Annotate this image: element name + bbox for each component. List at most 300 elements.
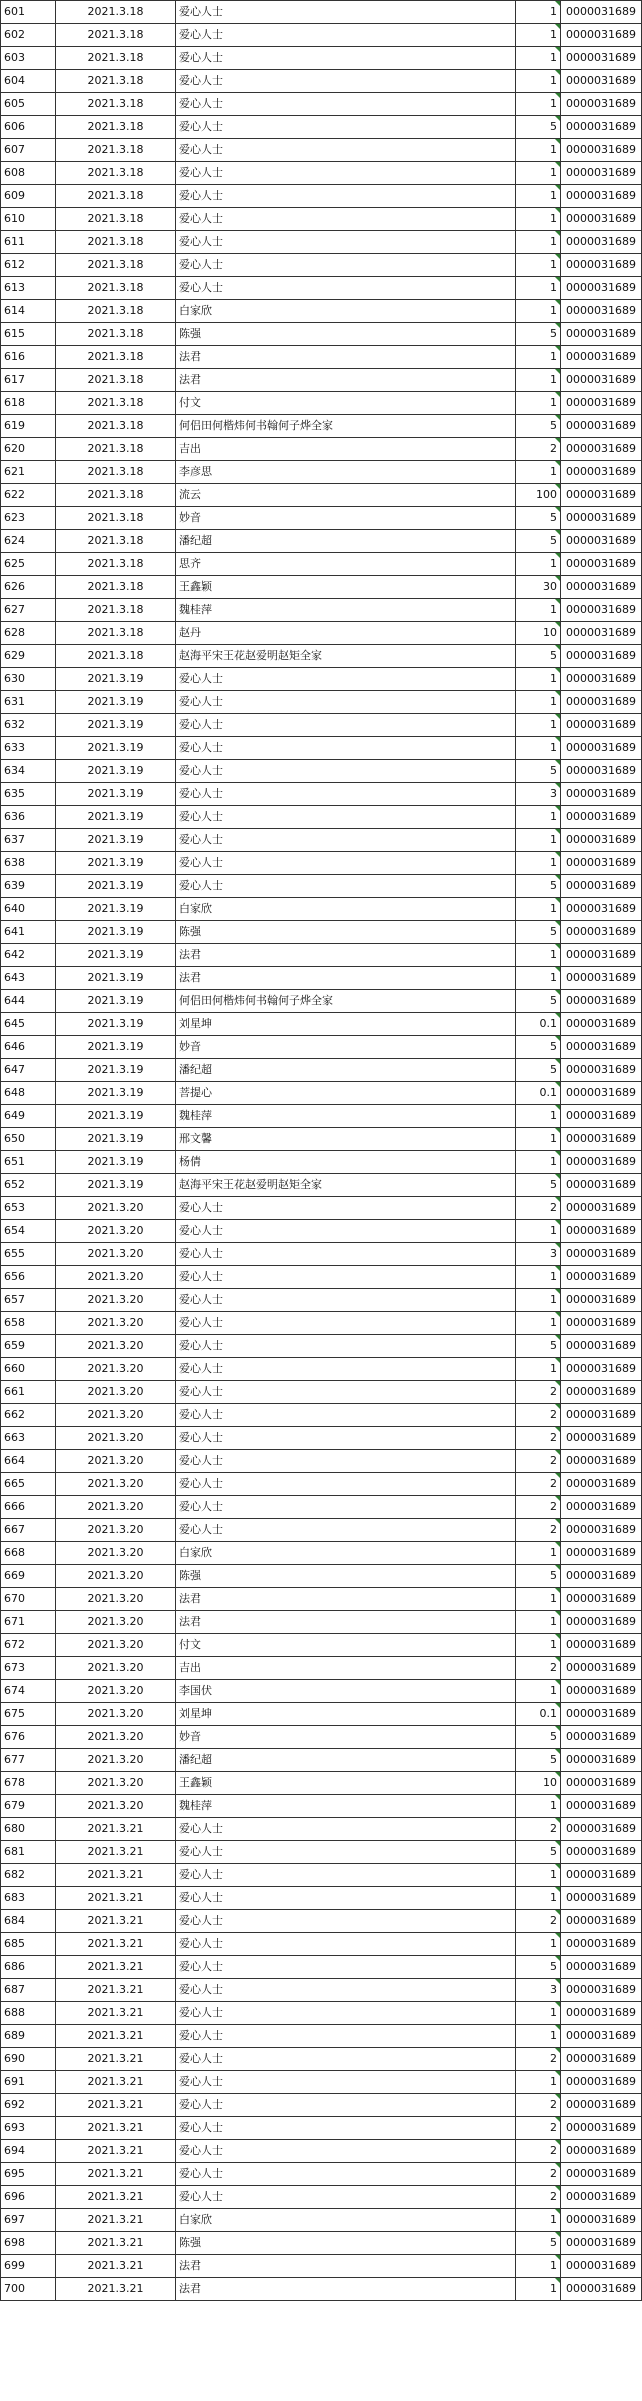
account-number: 0000031689 (561, 829, 642, 852)
donation-date: 2021.3.19 (56, 875, 176, 898)
donation-amount: 1 (516, 1289, 561, 1312)
donation-amount: 1 (516, 461, 561, 484)
account-number: 0000031689 (561, 1404, 642, 1427)
donor-name: 陈强 (176, 2232, 516, 2255)
donor-name: 妙音 (176, 1726, 516, 1749)
donor-name: 爱心人士 (176, 1427, 516, 1450)
table-row (1, 990, 642, 1013)
donation-amount: 1 (516, 93, 561, 116)
row-number: 677 (1, 1749, 56, 1772)
donor-name: 爱心人士 (176, 1197, 516, 1220)
donation-date: 2021.3.20 (56, 1335, 176, 1358)
donation-date: 2021.3.18 (56, 507, 176, 530)
account-number: 0000031689 (561, 2255, 642, 2278)
donation-amount: 5 (516, 1565, 561, 1588)
account-number: 0000031689 (561, 2140, 642, 2163)
donation-amount: 1 (516, 208, 561, 231)
donation-amount: 2 (516, 1818, 561, 1841)
row-number: 683 (1, 1887, 56, 1910)
donation-date: 2021.3.20 (56, 1795, 176, 1818)
table-row (1, 967, 642, 990)
account-number: 0000031689 (561, 1013, 642, 1036)
donation-amount: 1 (516, 392, 561, 415)
donation-amount: 2 (516, 1657, 561, 1680)
table-row (1, 1174, 642, 1197)
account-number: 0000031689 (561, 1749, 642, 1772)
donor-name: 爱心人士 (176, 1933, 516, 1956)
table-row (1, 300, 642, 323)
donation-date: 2021.3.18 (56, 254, 176, 277)
donor-name: 李彦思 (176, 461, 516, 484)
row-number: 624 (1, 530, 56, 553)
donation-date: 2021.3.20 (56, 1680, 176, 1703)
donor-name: 赵海平宋王花赵爱明赵矩全家 (176, 1174, 516, 1197)
donor-name: 爱心人士 (176, 1864, 516, 1887)
table-row (1, 2094, 642, 2117)
table-row (1, 1289, 642, 1312)
donor-name: 爱心人士 (176, 254, 516, 277)
row-number: 609 (1, 185, 56, 208)
table-row (1, 2255, 642, 2278)
donation-date: 2021.3.18 (56, 277, 176, 300)
row-number: 611 (1, 231, 56, 254)
donation-amount: 0.1 (516, 1703, 561, 1726)
table-row (1, 1703, 642, 1726)
donation-amount: 1 (516, 2002, 561, 2025)
donor-name: 爱心人士 (176, 852, 516, 875)
table-row (1, 1841, 642, 1864)
row-number: 649 (1, 1105, 56, 1128)
donation-amount: 1 (516, 599, 561, 622)
donor-name: 白家欣 (176, 898, 516, 921)
donor-name: 法君 (176, 1588, 516, 1611)
account-number: 0000031689 (561, 1243, 642, 1266)
row-number: 674 (1, 1680, 56, 1703)
row-number: 696 (1, 2186, 56, 2209)
donor-name: 爱心人士 (176, 208, 516, 231)
donation-date: 2021.3.21 (56, 1887, 176, 1910)
donation-amount: 2 (516, 438, 561, 461)
donor-name: 爱心人士 (176, 1358, 516, 1381)
account-number: 0000031689 (561, 760, 642, 783)
table-row (1, 1427, 642, 1450)
donor-name: 爱心人士 (176, 2163, 516, 2186)
table-row (1, 231, 642, 254)
table-row (1, 507, 642, 530)
account-number: 0000031689 (561, 1105, 642, 1128)
account-number: 0000031689 (561, 622, 642, 645)
row-number: 694 (1, 2140, 56, 2163)
account-number: 0000031689 (561, 1542, 642, 1565)
donor-name: 爱心人士 (176, 162, 516, 185)
donor-name: 吉出 (176, 1657, 516, 1680)
donor-name: 爱心人士 (176, 1220, 516, 1243)
donation-date: 2021.3.18 (56, 47, 176, 70)
row-number: 642 (1, 944, 56, 967)
donation-date: 2021.3.21 (56, 2278, 176, 2301)
row-number: 627 (1, 599, 56, 622)
account-number: 0000031689 (561, 1335, 642, 1358)
table-row (1, 2048, 642, 2071)
account-number: 0000031689 (561, 1519, 642, 1542)
donation-amount: 1 (516, 1887, 561, 1910)
account-number: 0000031689 (561, 70, 642, 93)
donor-name: 爱心人士 (176, 2025, 516, 2048)
row-number: 668 (1, 1542, 56, 1565)
table-row (1, 24, 642, 47)
donation-amount: 1 (516, 1611, 561, 1634)
donation-amount: 2 (516, 1519, 561, 1542)
table-row (1, 1082, 642, 1105)
donor-name: 爱心人士 (176, 1450, 516, 1473)
table-row (1, 1473, 642, 1496)
donation-amount: 1 (516, 1220, 561, 1243)
donor-name: 李国伏 (176, 1680, 516, 1703)
account-number: 0000031689 (561, 231, 642, 254)
table-row (1, 139, 642, 162)
row-number: 667 (1, 1519, 56, 1542)
row-number: 690 (1, 2048, 56, 2071)
account-number: 0000031689 (561, 1312, 642, 1335)
donation-amount: 2 (516, 2094, 561, 2117)
donation-amount: 2 (516, 1496, 561, 1519)
table-row (1, 875, 642, 898)
account-number: 0000031689 (561, 599, 642, 622)
account-number: 0000031689 (561, 2163, 642, 2186)
donation-amount: 100 (516, 484, 561, 507)
account-number: 0000031689 (561, 24, 642, 47)
account-number: 0000031689 (561, 2025, 642, 2048)
donation-date: 2021.3.20 (56, 1496, 176, 1519)
row-number: 631 (1, 691, 56, 714)
donation-amount: 3 (516, 1979, 561, 2002)
donor-name: 爱心人士 (176, 1289, 516, 1312)
donation-date: 2021.3.20 (56, 1197, 176, 1220)
row-number: 658 (1, 1312, 56, 1335)
table-row (1, 2209, 642, 2232)
row-number: 633 (1, 737, 56, 760)
row-number: 651 (1, 1151, 56, 1174)
row-number: 646 (1, 1036, 56, 1059)
donation-date: 2021.3.18 (56, 553, 176, 576)
row-number: 635 (1, 783, 56, 806)
table-row (1, 1887, 642, 1910)
donor-name: 白家欣 (176, 2209, 516, 2232)
row-number: 692 (1, 2094, 56, 2117)
table-row (1, 1565, 642, 1588)
donation-amount: 1 (516, 944, 561, 967)
donor-name: 何侣田何楷炜何书翰何子烨全家 (176, 990, 516, 1013)
account-number: 0000031689 (561, 1657, 642, 1680)
account-number: 0000031689 (561, 2117, 642, 2140)
row-number: 686 (1, 1956, 56, 1979)
donation-date: 2021.3.20 (56, 1657, 176, 1680)
row-number: 669 (1, 1565, 56, 1588)
table-row (1, 208, 642, 231)
donation-date: 2021.3.18 (56, 599, 176, 622)
row-number: 678 (1, 1772, 56, 1795)
donation-date: 2021.3.20 (56, 1289, 176, 1312)
donation-amount: 3 (516, 1243, 561, 1266)
row-number: 614 (1, 300, 56, 323)
donation-date: 2021.3.19 (56, 1036, 176, 1059)
table-row (1, 714, 642, 737)
account-number: 0000031689 (561, 875, 642, 898)
donor-name: 菩提心 (176, 1082, 516, 1105)
donation-amount: 1 (516, 185, 561, 208)
row-number: 697 (1, 2209, 56, 2232)
account-number: 0000031689 (561, 392, 642, 415)
donation-date: 2021.3.20 (56, 1726, 176, 1749)
account-number: 0000031689 (561, 208, 642, 231)
donation-date: 2021.3.21 (56, 1956, 176, 1979)
row-number: 660 (1, 1358, 56, 1381)
donation-date: 2021.3.19 (56, 668, 176, 691)
donation-amount: 1 (516, 1128, 561, 1151)
donation-date: 2021.3.18 (56, 116, 176, 139)
donation-date: 2021.3.18 (56, 231, 176, 254)
donation-amount: 10 (516, 622, 561, 645)
donation-date: 2021.3.18 (56, 392, 176, 415)
row-number: 659 (1, 1335, 56, 1358)
table-row (1, 1105, 642, 1128)
account-number: 0000031689 (561, 553, 642, 576)
table-row (1, 829, 642, 852)
row-number: 618 (1, 392, 56, 415)
account-number: 0000031689 (561, 484, 642, 507)
donation-amount: 1 (516, 2209, 561, 2232)
account-number: 0000031689 (561, 1082, 642, 1105)
account-number: 0000031689 (561, 47, 642, 70)
donor-name: 魏桂萍 (176, 1795, 516, 1818)
account-number: 0000031689 (561, 1634, 642, 1657)
table-row (1, 1519, 642, 1542)
account-number: 0000031689 (561, 300, 642, 323)
donation-date: 2021.3.20 (56, 1473, 176, 1496)
donation-date: 2021.3.18 (56, 576, 176, 599)
row-number: 688 (1, 2002, 56, 2025)
donor-name: 法君 (176, 944, 516, 967)
donation-date: 2021.3.20 (56, 1427, 176, 1450)
donation-date: 2021.3.19 (56, 1059, 176, 1082)
donation-date: 2021.3.20 (56, 1266, 176, 1289)
donation-date: 2021.3.20 (56, 1243, 176, 1266)
donation-date: 2021.3.18 (56, 24, 176, 47)
donation-amount: 2 (516, 1197, 561, 1220)
account-number: 0000031689 (561, 93, 642, 116)
donation-date: 2021.3.18 (56, 645, 176, 668)
table-row (1, 47, 642, 70)
row-number: 605 (1, 93, 56, 116)
donor-name: 爱心人士 (176, 714, 516, 737)
row-number: 636 (1, 806, 56, 829)
table-row (1, 1243, 642, 1266)
donation-date: 2021.3.21 (56, 1864, 176, 1887)
row-number: 657 (1, 1289, 56, 1312)
donation-date: 2021.3.18 (56, 300, 176, 323)
donation-amount: 1 (516, 24, 561, 47)
row-number: 662 (1, 1404, 56, 1427)
donation-amount: 1 (516, 162, 561, 185)
row-number: 648 (1, 1082, 56, 1105)
donation-date: 2021.3.19 (56, 829, 176, 852)
account-number: 0000031689 (561, 1358, 642, 1381)
table-row (1, 668, 642, 691)
donor-name: 爱心人士 (176, 1312, 516, 1335)
row-number: 619 (1, 415, 56, 438)
donor-name: 潘纪超 (176, 1749, 516, 1772)
table-row (1, 760, 642, 783)
table-row (1, 93, 642, 116)
donation-date: 2021.3.20 (56, 1749, 176, 1772)
donor-name: 流云 (176, 484, 516, 507)
donor-name: 法君 (176, 369, 516, 392)
donation-amount: 1 (516, 254, 561, 277)
account-number: 0000031689 (561, 852, 642, 875)
donor-name: 爱心人士 (176, 806, 516, 829)
donation-amount: 1 (516, 1634, 561, 1657)
account-number: 0000031689 (561, 2278, 642, 2301)
donor-name: 法君 (176, 2278, 516, 2301)
donor-name: 白家欣 (176, 1542, 516, 1565)
donation-date: 2021.3.21 (56, 1818, 176, 1841)
donation-date: 2021.3.18 (56, 461, 176, 484)
row-number: 698 (1, 2232, 56, 2255)
donation-amount: 1 (516, 300, 561, 323)
table-row (1, 737, 642, 760)
donation-date: 2021.3.18 (56, 1, 176, 24)
account-number: 0000031689 (561, 139, 642, 162)
table-row (1, 599, 642, 622)
donor-name: 魏桂萍 (176, 599, 516, 622)
table-row (1, 1542, 642, 1565)
donation-date: 2021.3.18 (56, 438, 176, 461)
row-number: 675 (1, 1703, 56, 1726)
donation-date: 2021.3.21 (56, 2255, 176, 2278)
row-number: 643 (1, 967, 56, 990)
donation-amount: 1 (516, 967, 561, 990)
account-number: 0000031689 (561, 1220, 642, 1243)
account-number: 0000031689 (561, 2232, 642, 2255)
row-number: 680 (1, 1818, 56, 1841)
table-row (1, 783, 642, 806)
row-number: 623 (1, 507, 56, 530)
donor-name: 爱心人士 (176, 1473, 516, 1496)
donor-name: 法君 (176, 1611, 516, 1634)
donation-amount: 1 (516, 1358, 561, 1381)
table-row (1, 1634, 642, 1657)
table-row (1, 254, 642, 277)
row-number: 622 (1, 484, 56, 507)
account-number: 0000031689 (561, 1266, 642, 1289)
account-number: 0000031689 (561, 1128, 642, 1151)
donor-name: 杨倩 (176, 1151, 516, 1174)
donor-name: 爱心人士 (176, 1956, 516, 1979)
donation-date: 2021.3.18 (56, 70, 176, 93)
donation-date: 2021.3.18 (56, 162, 176, 185)
donation-amount: 5 (516, 116, 561, 139)
row-number: 663 (1, 1427, 56, 1450)
donation-date: 2021.3.18 (56, 484, 176, 507)
row-number: 603 (1, 47, 56, 70)
row-number: 613 (1, 277, 56, 300)
donor-name: 爱心人士 (176, 47, 516, 70)
donor-name: 爱心人士 (176, 2071, 516, 2094)
table-row (1, 162, 642, 185)
account-number: 0000031689 (561, 1611, 642, 1634)
donation-amount: 5 (516, 415, 561, 438)
row-number: 601 (1, 1, 56, 24)
account-number: 0000031689 (561, 2094, 642, 2117)
donor-name: 陈强 (176, 921, 516, 944)
donor-name: 爱心人士 (176, 2048, 516, 2071)
donation-amount: 1 (516, 691, 561, 714)
donor-name: 爱心人士 (176, 1266, 516, 1289)
donation-amount: 5 (516, 921, 561, 944)
donation-date: 2021.3.21 (56, 1910, 176, 1933)
row-number: 612 (1, 254, 56, 277)
donor-name: 刘星坤 (176, 1703, 516, 1726)
donor-name: 爱心人士 (176, 691, 516, 714)
account-number: 0000031689 (561, 1841, 642, 1864)
donation-amount: 2 (516, 2048, 561, 2071)
account-number: 0000031689 (561, 1151, 642, 1174)
donor-name: 爱心人士 (176, 1496, 516, 1519)
row-number: 630 (1, 668, 56, 691)
table-row (1, 553, 642, 576)
table-row (1, 2117, 642, 2140)
row-number: 687 (1, 1979, 56, 2002)
account-number: 0000031689 (561, 1680, 642, 1703)
account-number: 0000031689 (561, 990, 642, 1013)
table-row (1, 1795, 642, 1818)
donor-name: 魏桂萍 (176, 1105, 516, 1128)
account-number: 0000031689 (561, 576, 642, 599)
table-row (1, 1933, 642, 1956)
donation-date: 2021.3.19 (56, 691, 176, 714)
table-row (1, 116, 642, 139)
table-row (1, 1611, 642, 1634)
donor-name: 妙音 (176, 507, 516, 530)
donor-name: 爱心人士 (176, 70, 516, 93)
donor-name: 王鑫颖 (176, 576, 516, 599)
donor-name: 陈强 (176, 323, 516, 346)
table-row (1, 691, 642, 714)
table-row (1, 1220, 642, 1243)
donation-amount: 1 (516, 70, 561, 93)
account-number: 0000031689 (561, 438, 642, 461)
donation-date: 2021.3.19 (56, 1174, 176, 1197)
donation-date: 2021.3.20 (56, 1588, 176, 1611)
donation-date: 2021.3.20 (56, 1772, 176, 1795)
table-row (1, 1680, 642, 1703)
table-row (1, 277, 642, 300)
donor-name: 爱心人士 (176, 277, 516, 300)
row-number: 665 (1, 1473, 56, 1496)
row-number: 629 (1, 645, 56, 668)
donor-name: 爱心人士 (176, 116, 516, 139)
account-number: 0000031689 (561, 1956, 642, 1979)
donation-date: 2021.3.18 (56, 346, 176, 369)
account-number: 0000031689 (561, 530, 642, 553)
donor-name: 爱心人士 (176, 1887, 516, 1910)
table-row (1, 1956, 642, 1979)
donation-amount: 5 (516, 323, 561, 346)
donation-date: 2021.3.21 (56, 1841, 176, 1864)
donation-date: 2021.3.19 (56, 1151, 176, 1174)
table-row (1, 323, 642, 346)
donor-name: 爱心人士 (176, 1243, 516, 1266)
